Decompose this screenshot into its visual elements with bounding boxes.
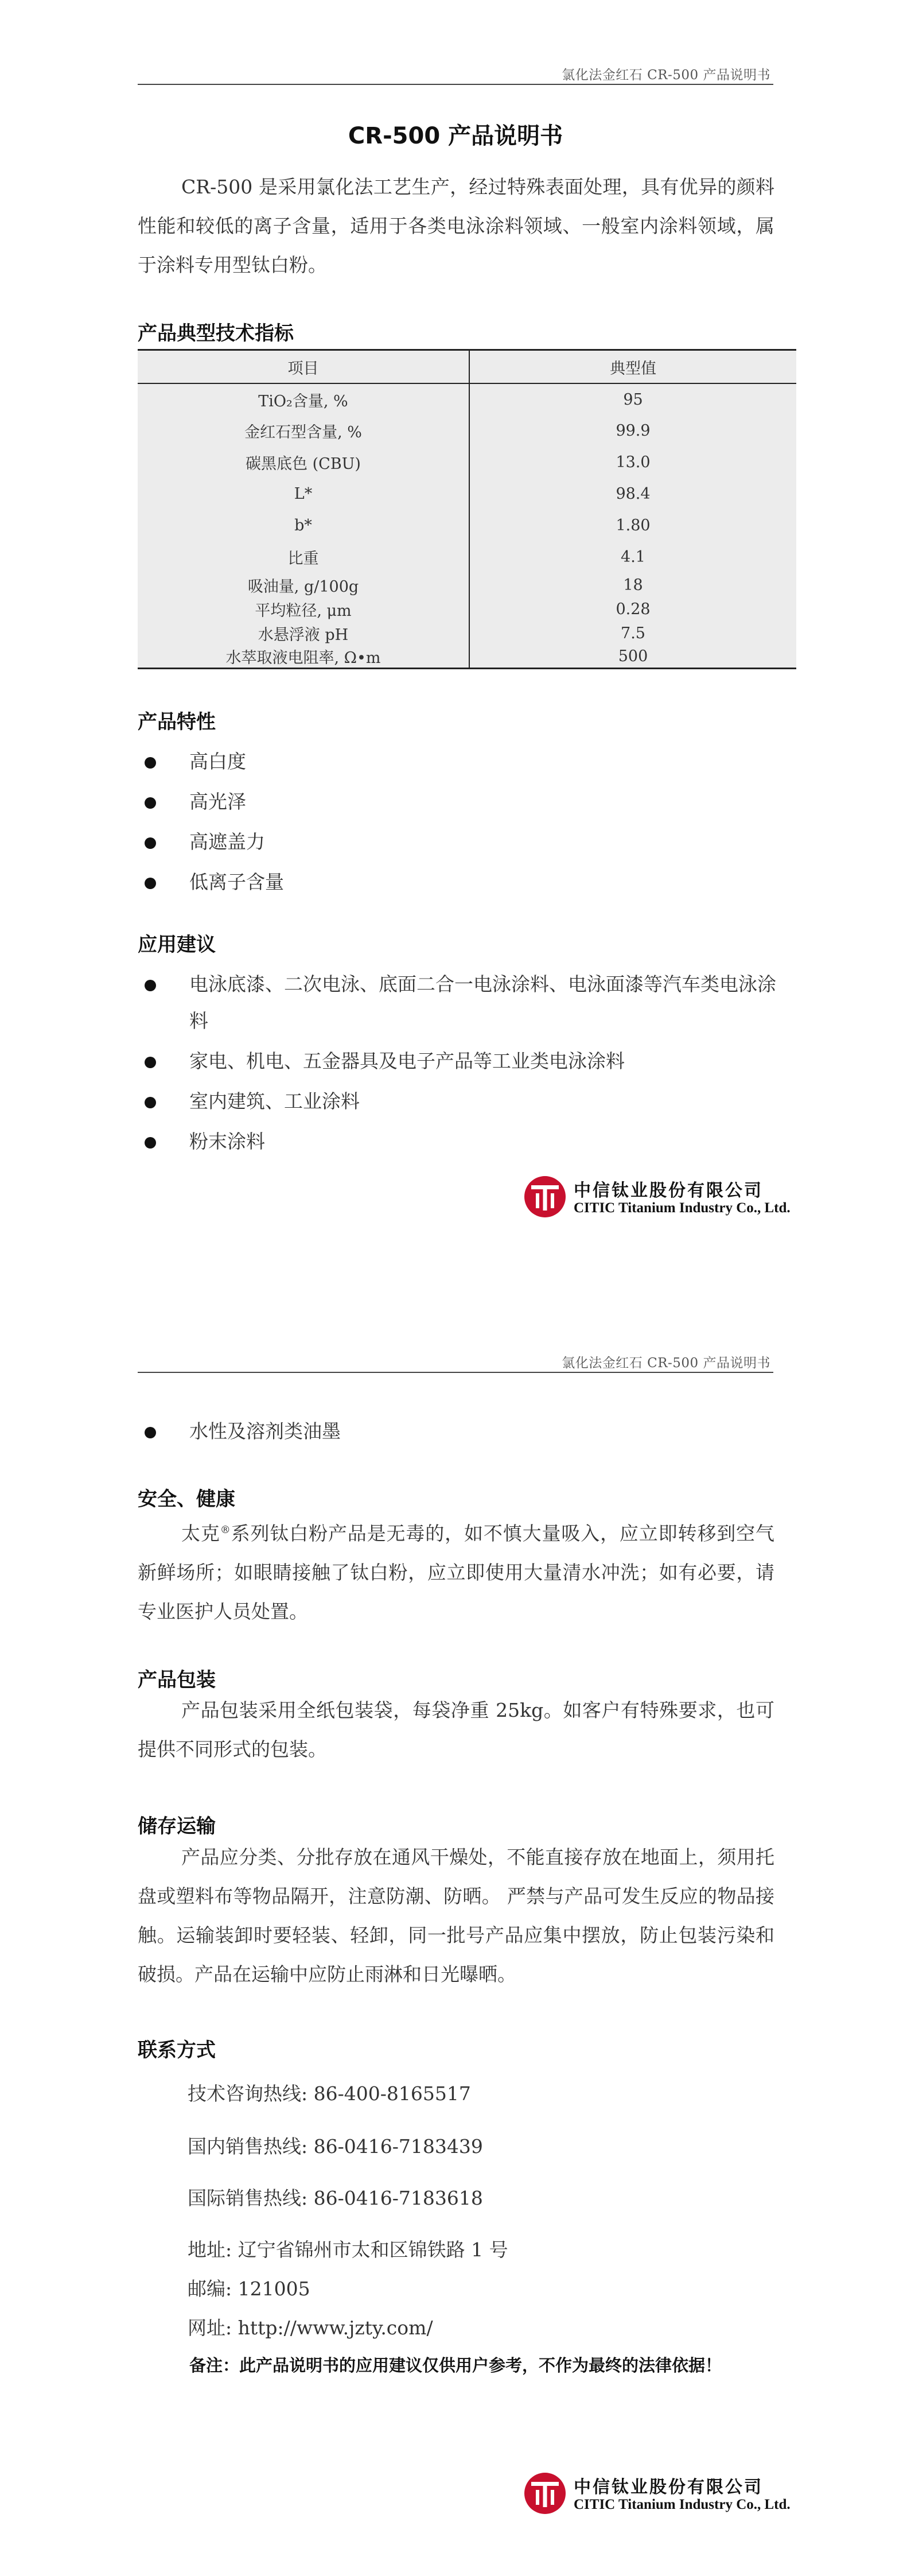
application-text: 电泳底漆、二次电泳、底面二合一电泳涂料、电泳面漆等汽车类电泳涂料 [189,973,776,1032]
spec-value: 0.28 [616,600,651,618]
company-logo [523,1174,791,1221]
running-header: 氯化法金红石 CR-500 产品说明书 [562,68,770,83]
storage-paragraph: 产品应分类、分批存放在通风干燥处，不能直接存放在地面上，须用托盘或塑料布等物品隔开，注意防潮、防晒。 严禁与产品可发生反应的物品接触。运输装卸时要轻装、轻卸，同一批号产品应集中摆放，防止包装污染和破损。产品在运输中应防止雨淋和日光曝晒。 [138,1846,774,1985]
domestic-hotline: 国内销售热线: 86-0416-7183439 [188,2135,483,2158]
application-text: 家电、机电、五金器具及电子产品等工业类电泳涂料 [189,1050,625,1072]
bullet-icon [145,1057,156,1068]
spec-value: 4.1 [621,548,645,566]
list-item [189,1083,786,1120]
bullet-icon [145,1427,156,1438]
spec-header-item: 项目 [138,350,469,384]
spec-header-value: 典型值 [469,350,796,384]
page-2 [0,1288,911,2576]
list-item [189,783,786,820]
company-name-cn: 中信钛业股份有限公司 [574,1181,763,1201]
bullet-icon [145,1137,156,1149]
table-row [138,597,796,621]
application-text: 粉末涂料 [189,1130,265,1153]
spec-value: 500 [618,647,648,665]
safety-title: 安全、健康 [138,1488,235,1511]
application-text: 水性及溶剂类油墨 [189,1420,341,1442]
spec-value: 98.4 [616,485,651,503]
brand-name: 太克 [181,1522,220,1545]
contact-title: 联系方式 [138,2039,216,2062]
spec-item: b* [138,510,469,541]
list-item [189,1413,786,1450]
safety-text: 系列钛白粉产品是无毒的，如不慎大量吸入，应立即转移到空气新鲜场所；如眼睛接触了钛白粉，应立即使用大量清水冲洗；如有必要，请专业医护人员处置。 [138,1522,775,1623]
bullet-icon [145,1097,156,1108]
specs-title: 产品典型技术指标 [138,322,294,345]
storage-title: 储存运输 [138,1815,216,1838]
address: 地址: 辽宁省锦州市太和区锦铁路 1 号 [188,2239,508,2261]
table-row [138,541,796,573]
application-text: 室内建筑、工业涂料 [189,1090,360,1112]
table-row [138,573,796,597]
table-row [138,447,796,478]
spec-item: 碳黑底色 (CBU) [138,447,469,478]
disclaimer-note: 备注：此产品说明书的应用建议仅供用户参考，不作为最终的法律依据！ [189,2356,722,2375]
list-item [189,1043,786,1080]
spec-table-header-row [138,350,796,384]
packaging-title: 产品包装 [138,1669,216,1692]
table-row [138,510,796,541]
header-rule [138,1372,773,1373]
website-link[interactable]: 网址: http://www.jzty.com/ [188,2317,433,2339]
company-name-en: CITIC Titanium Industry Co., Ltd. [574,1200,791,1216]
bullet-icon [145,980,156,991]
company-name-cn: 中信钛业股份有限公司 [574,2477,763,2497]
feature-text: 高遮盖力 [189,831,265,853]
company-logo [523,2470,791,2517]
applications-list [189,966,786,1163]
packaging-paragraph: 产品包装采用全纸包装袋，每袋净重 25kg。如客户有特殊要求，也可提供不同形式的包装。 [138,1699,774,1760]
table-row [138,478,796,510]
tech-hotline: 技术咨询热线: 86-400-8165517 [188,2082,471,2105]
intro-paragraph: CR-500 是采用氯化法工艺生产，经过特殊表面处理，具有优异的颜料性能和较低的离子含量，适用于各类电泳涂料领域、一般室内涂料领域，属于涂料专用型钛白粉。 [138,176,774,276]
spec-value: 95 [623,390,643,409]
spec-value: 1.80 [616,517,651,534]
spec-item: 吸油量, g/100g [138,573,469,597]
spec-item: TiO₂含量, % [138,383,469,415]
list-item [189,824,786,860]
table-row [138,415,796,447]
feature-text: 高白度 [189,750,246,773]
intl-hotline: 国际销售热线: 86-0416-7183618 [188,2187,483,2209]
spec-item: 平均粒径, μm [138,597,469,621]
spec-value: 99.9 [616,422,651,440]
features-list [189,743,786,904]
feature-text: 低离子含量 [189,871,284,893]
spec-table [138,349,796,669]
spec-item: 金红石型含量, % [138,415,469,447]
document-title: CR-500 产品说明书 [348,123,563,149]
spec-value: 7.5 [621,624,645,642]
spec-item: L* [138,478,469,510]
applications-list-continued [189,1413,786,1453]
bullet-icon [145,878,156,889]
list-item [189,966,786,1039]
postcode: 邮编: 121005 [188,2278,310,2300]
table-row [138,645,796,669]
spec-item: 水悬浮液 pH [138,621,469,645]
spec-value: 13.0 [616,453,651,471]
table-row [138,621,796,645]
header-rule [138,84,773,85]
safety-paragraph [138,1511,774,1631]
spec-value: 18 [623,576,643,594]
list-item [189,1123,786,1160]
running-header: 氯化法金红石 CR-500 产品说明书 [562,1356,770,1371]
applications-title: 应用建议 [138,933,216,956]
bullet-icon [145,757,156,769]
registered-mark: ® [220,1524,231,1536]
spec-item: 水萃取液电阻率, Ω•m [138,645,469,669]
features-title: 产品特性 [138,711,216,734]
bullet-icon [145,797,156,809]
company-name-en: CITIC Titanium Industry Co., Ltd. [574,2497,791,2512]
spec-item: 比重 [138,541,469,573]
citic-logo-icon [523,1175,567,1219]
bullet-icon [145,837,156,849]
citic-logo-icon [523,2472,567,2515]
table-row [138,383,796,415]
feature-text: 高光泽 [189,790,246,813]
list-item [189,743,786,780]
list-item [189,864,786,901]
